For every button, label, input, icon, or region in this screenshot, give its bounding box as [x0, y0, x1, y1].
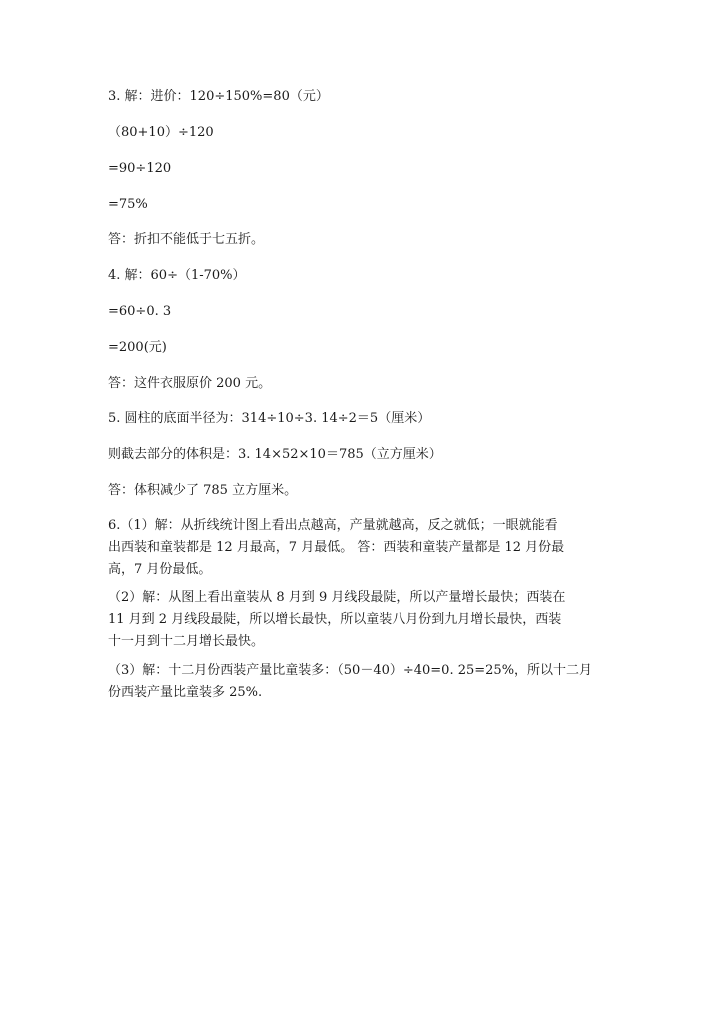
q5-volume-line: 则截去部分的体积是：3. 14×52×10＝785（立方厘米） — [108, 447, 442, 462]
q6-part1-line: 6.（1）解：从折线统计图上看出点越高，产量就越高，反之就低；一眼就能看 — [108, 518, 558, 533]
q3-conclusion: 答：折扣不能低于七五折。 — [108, 232, 265, 247]
q4-conclusion: 答：这件衣服原价 200 元。 — [108, 376, 272, 391]
q3-step-2: =90÷120 — [108, 161, 172, 176]
q4-step-1: =60÷0. 3 — [108, 304, 172, 319]
q6-part2 — [108, 587, 608, 653]
q6-part1 — [108, 515, 608, 581]
q6-part1-line: 高，7 月份最低。 — [108, 562, 212, 577]
q3-step-1: （80+10）÷120 — [108, 125, 214, 140]
q6-part2-line: 11 月到 2 月线段最陡，所以增长最快，所以童装八月份到九月增长最快，西装 — [108, 612, 562, 627]
q6-part3-line: （3）解：十二月份西装产量比童装多：（50－40）÷40=0. 25=25%，所以十二月 — [108, 663, 593, 678]
q6-part3-line: 份西装产量比童装多 25%. — [108, 685, 263, 700]
q6-part3 — [108, 660, 608, 704]
q6-part1-line: 出西装和童装都是 12 月最高，7 月最低。 答：西装和童装产量都是 12 月份最 — [108, 540, 565, 555]
q3-step-3: =75% — [108, 197, 148, 212]
q5-radius-line: 5. 圆柱的底面半径为：314÷10÷3. 14÷2＝5（厘米） — [108, 411, 431, 426]
q4-answer-line: 4. 解：60÷（1-70%） — [108, 268, 246, 283]
q6-part2-line: （2）解：从图上看出童装从 8 月到 9 月线段最陡，所以产量增长最快；西装在 — [108, 590, 566, 605]
q5-conclusion: 答：体积减少了 785 立方厘米。 — [108, 483, 298, 498]
q4-step-2: =200(元) — [108, 340, 167, 355]
q3-answer-line: 3. 解：进价：120÷150%=80（元） — [108, 89, 329, 104]
q6-part2-line: 十一月到十二月增长最快。 — [108, 634, 265, 649]
